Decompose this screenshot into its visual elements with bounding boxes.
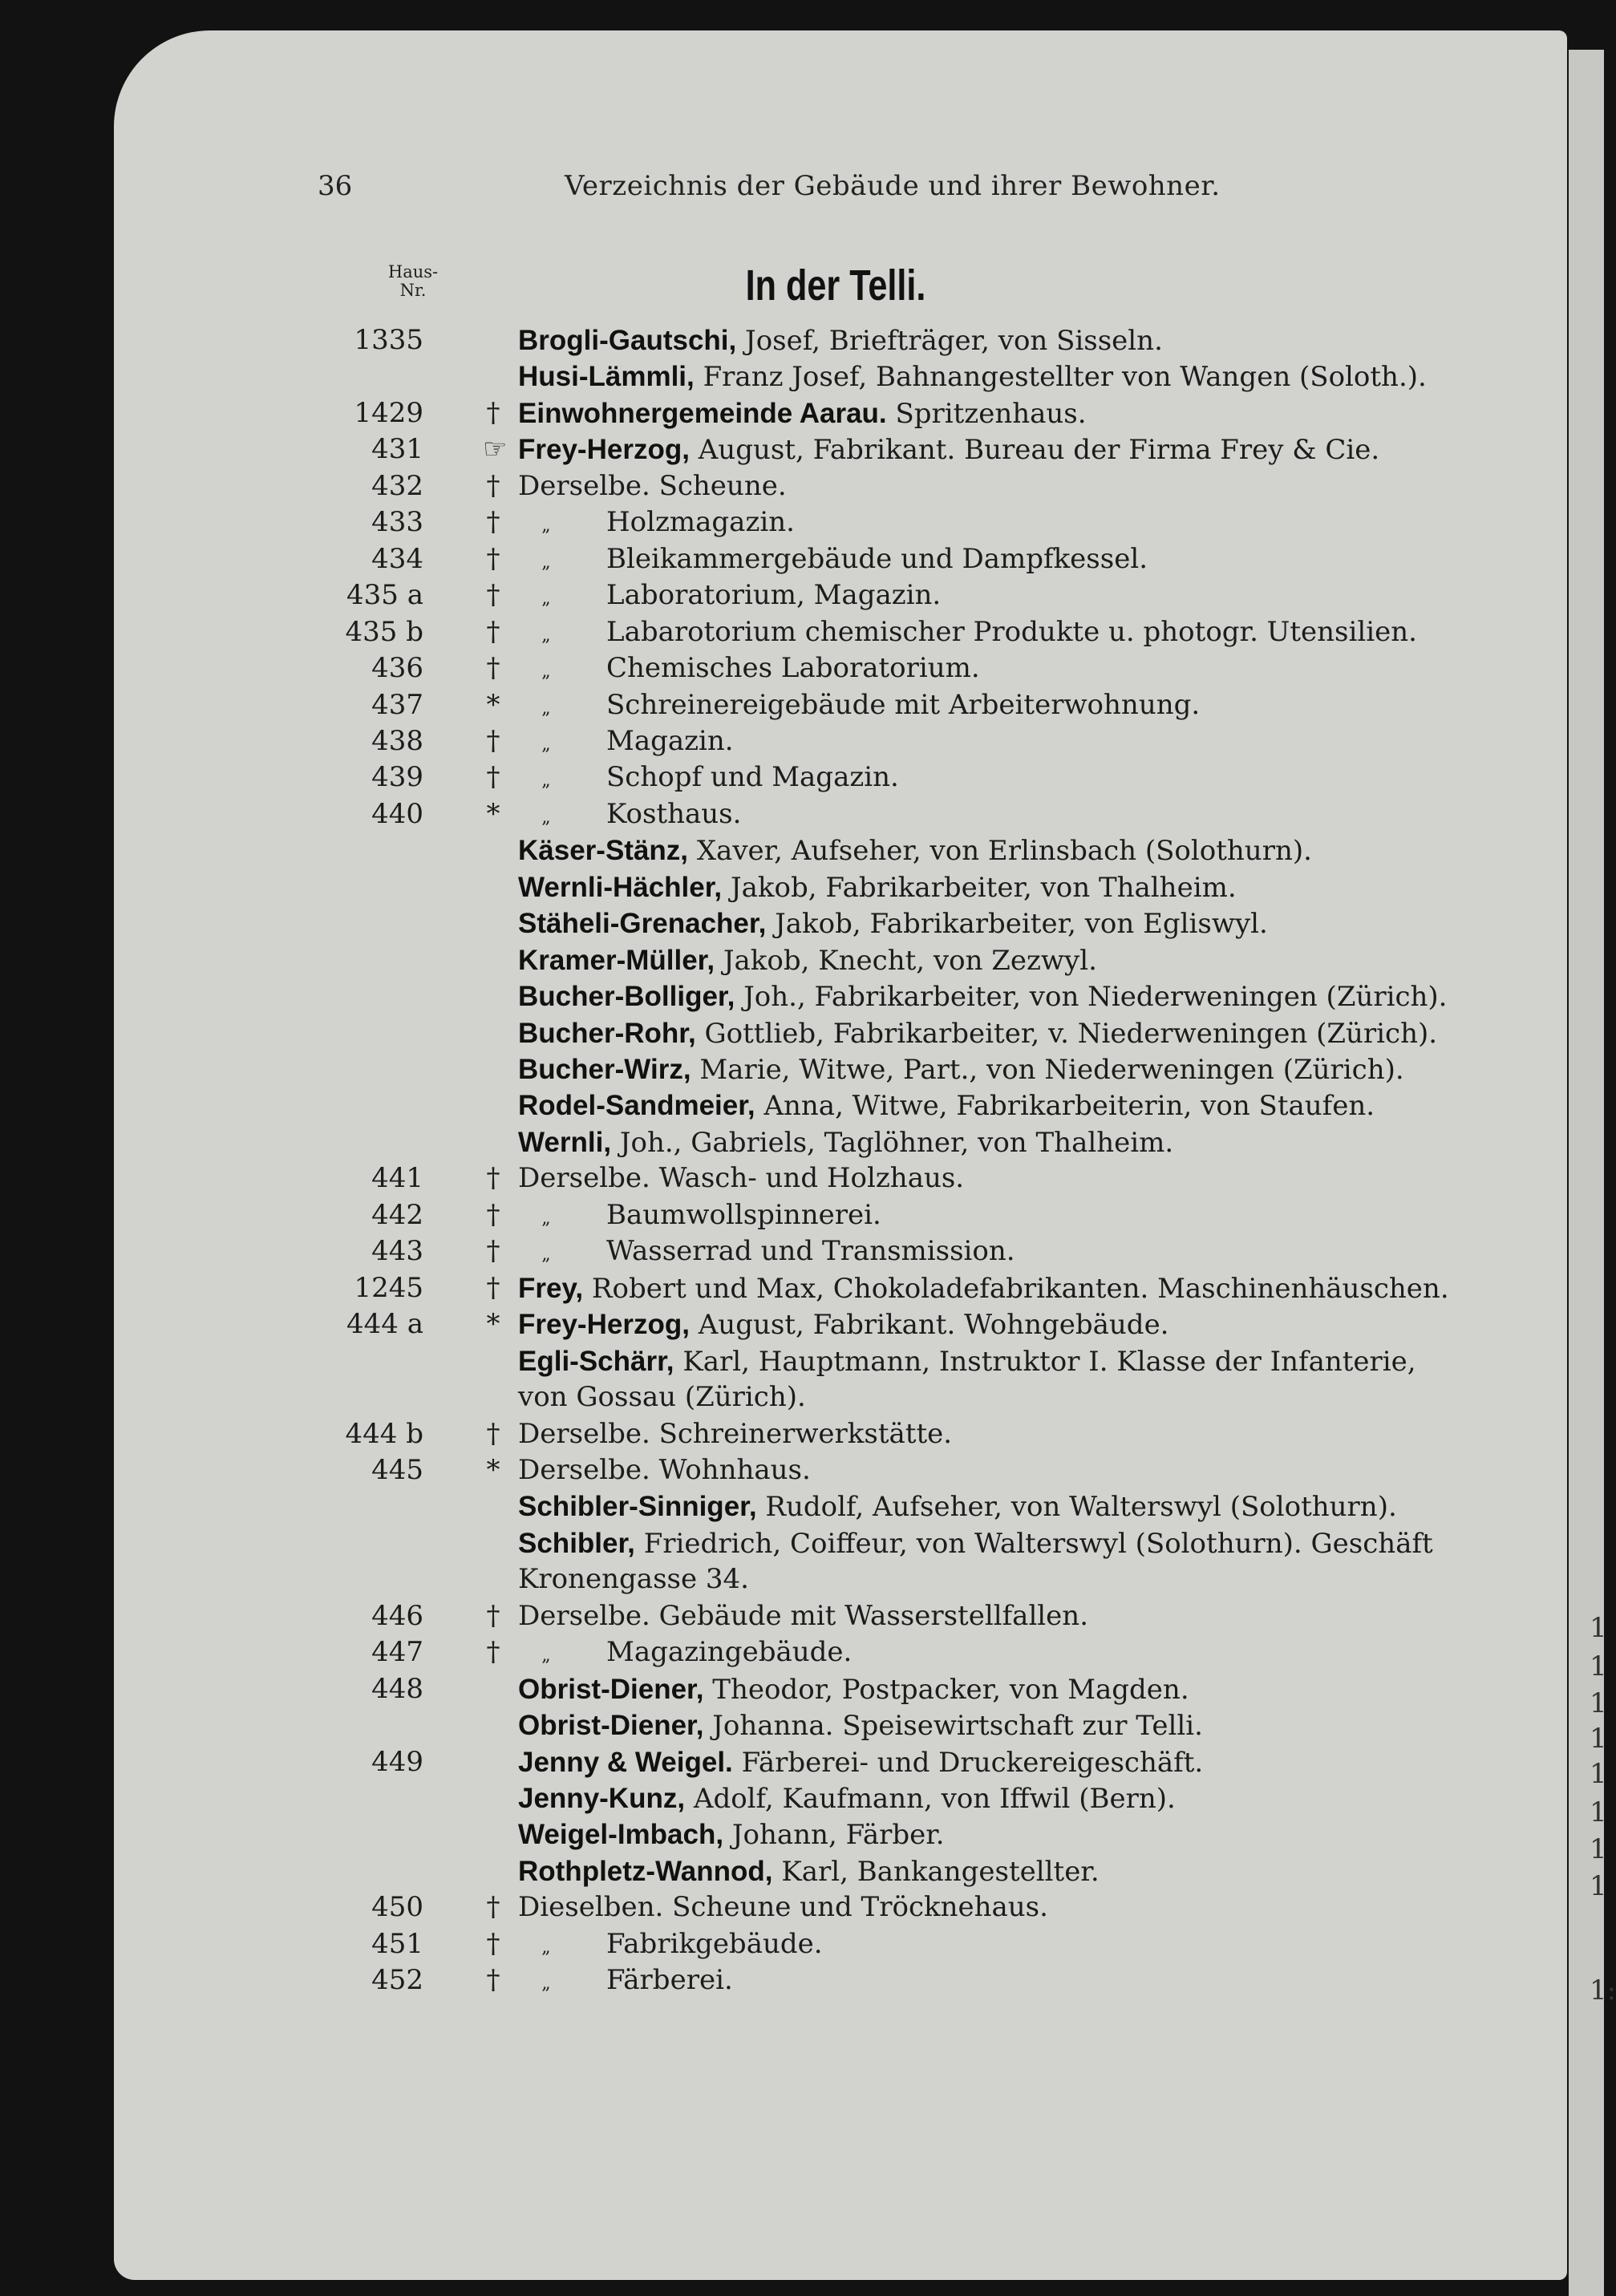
entry-text: Magazingebäude. [606,1636,853,1669]
directory-entry [0,541,1604,577]
house-number: 447 [371,1636,423,1669]
ditto-mark: „ [541,1245,551,1265]
entry-text: Laboratorium, Magazin. [606,579,942,612]
margin-digit: 1 [1590,1796,1607,1828]
entry-body [518,541,1490,581]
entry-text: Friedrich, Coiffeur, von Walterswyl (Solothurn). Geschäft [634,1527,1433,1560]
resident-name: Stäheli-Grenacher, [518,908,767,940]
directory-entry [0,1015,1604,1051]
entry-symbol: * [486,1308,500,1341]
entry-text: Karl, Bankangestellter. [772,1855,1100,1888]
entry-body [518,687,1490,727]
entry-text: Färberei- und Druckereigeschäft. [732,1746,1204,1779]
column-header-line: Nr. [399,281,427,300]
entry-body [518,832,1490,869]
entry-text: Franz Josef, Bahnangestellter von Wangen (Soloth.). [694,361,1427,394]
directory-entry [0,869,1604,905]
entry-body [518,1598,1490,1634]
entry-body [518,869,1490,906]
margin-digit: 1 [1590,1723,1607,1755]
entry-symbol: † [486,1599,500,1632]
ditto-mark: „ [541,698,551,719]
entry-text: Josef, Briefträger, von Sisseln. [736,325,1163,357]
ditto-mark: „ [541,734,551,755]
entry-body [518,504,1490,544]
resident-name: Wernli, [518,1126,612,1158]
entry-body [518,1853,1490,1890]
resident-name: Jenny-Kunz, [518,1783,686,1814]
resident-name: Husi-Lämmli, [518,361,695,393]
resident-name: Rothpletz-Wannod, [518,1855,773,1887]
directory-entry [0,395,1604,431]
entry-text: Derselbe. Gebäude mit Wasserstellfallen. [518,1599,1089,1632]
entry-body [518,1051,1490,1088]
directory-entry [0,1087,1604,1124]
directory-entry [0,1124,1604,1160]
directory-entry [0,1853,1604,1889]
resident-name: Bucher-Wirz, [518,1054,691,1085]
entry-body [518,577,1490,617]
house-number: 440 [371,797,423,830]
directory-entry [0,1416,1604,1452]
entry-body [518,1707,1490,1744]
resident-name: Rodel-Sandmeier, [518,1090,755,1122]
directory-entry [0,905,1604,941]
ditto-mark: „ [541,1208,551,1229]
entry-body [518,1233,1490,1273]
directory-entry [0,942,1604,978]
entry-body [518,1343,1490,1380]
house-number: 432 [371,469,423,502]
house-number: 435 a [346,579,423,612]
directory-entry [0,1525,1604,1561]
directory-entry [0,1160,1604,1197]
directory-entry [0,1671,1604,1707]
ditto-mark: „ [541,625,551,646]
entry-text: Schreinereigebäude mit Arbeiterwohnung. [606,688,1201,721]
entry-text: August, Fabrikant. Bureau der Firma Frey & Cie. [689,434,1380,467]
directory-entry [0,1634,1604,1670]
entry-body [518,322,1490,359]
resident-name: Schibler, [518,1527,635,1559]
entry-text: Magazin. [606,724,734,757]
entry-body [518,1087,1490,1124]
entry-symbol: † [486,1162,500,1195]
house-number: 443 [371,1235,423,1268]
directory-entry [0,687,1604,723]
house-number: 437 [371,688,423,721]
house-number: 1429 [354,396,423,429]
resident-name: Frey, [518,1272,584,1304]
resident-name: Weigel-Imbach, [518,1819,724,1851]
directory-entry [0,577,1604,613]
directory-entry [0,1926,1604,1962]
entry-body [518,1124,1490,1161]
directory-entry [0,1780,1604,1816]
entry-text: Karl, Hauptmann, Instruktor I. Klasse der Infanterie, [674,1345,1416,1378]
entry-symbol: † [486,469,500,502]
entry-body [518,1488,1490,1525]
directory-entry [0,1270,1604,1306]
entry-symbol: † [486,761,500,794]
pointing-hand-icon: ☞ [483,433,508,466]
entry-symbol: † [486,1271,500,1304]
entry-body [518,1379,1490,1415]
house-number: 446 [371,1599,423,1632]
entry-body [518,650,1490,690]
entry-text: Chemisches Laboratorium. [606,652,980,685]
entry-body [518,1452,1490,1488]
entry-text: Wasserrad und Transmission. [606,1235,1015,1268]
margin-digit: 1 [1590,1758,1607,1790]
house-number: 445 [371,1453,423,1486]
directory-entry [0,796,1604,832]
ditto-mark: „ [541,1974,551,1994]
entry-text: Fabrikgebäude. [606,1927,823,1960]
house-number: 444 b [345,1417,423,1450]
directory-entry [0,614,1604,650]
entry-text: Joh., Fabrikarbeiter, von Niederweningen (Zürich). [735,981,1448,1014]
house-number: 441 [371,1162,423,1195]
directory-entry [0,1306,1604,1342]
section-title: In der Telli. [745,261,926,310]
resident-name: Einwohnergemeinde Aarau. [518,397,887,429]
house-number: 435 b [345,615,423,648]
resident-name: Frey-Herzog, [518,434,690,466]
house-number: 442 [371,1198,423,1231]
entry-symbol: † [486,1417,500,1450]
entry-body [518,1525,1490,1562]
entry-text: Rudolf, Aufseher, von Walterswyl (Solothurn). [756,1491,1397,1524]
directory-entry [0,650,1604,686]
entry-body [518,723,1490,763]
ditto-mark: „ [541,589,551,609]
ditto-mark: „ [541,1937,551,1958]
directory-entry [0,832,1604,869]
entry-body [518,1160,1490,1197]
house-number: 433 [371,506,423,539]
entry-text: Xaver, Aufseher, von Erlinsbach (Solothurn). [688,835,1312,868]
entry-text: Färberei. [606,1964,733,1997]
entry-text: Derselbe. Schreinerwerkstätte. [518,1417,953,1450]
entry-symbol: † [486,615,500,648]
house-number: 439 [371,761,423,794]
ditto-mark: „ [541,552,551,573]
entry-body [518,1671,1490,1708]
entry-symbol: † [486,542,500,575]
entry-symbol: † [486,1198,500,1231]
entry-body [518,1015,1490,1052]
house-number: 444 a [346,1308,423,1341]
directory-entry [0,1379,1604,1415]
entry-text: Derselbe. Wasch- und Holzhaus. [518,1162,965,1195]
entry-text: Jakob, Fabrikarbeiter, von Egliswyl. [766,908,1268,941]
entry-symbol: † [486,506,500,539]
house-number: 438 [371,724,423,757]
entry-body [518,759,1490,799]
entry-text: Anna, Witwe, Fabrikarbeiterin, von Staufen. [755,1090,1375,1123]
ditto-mark: „ [541,516,551,537]
house-number: 449 [371,1745,423,1778]
resident-name: Brogli-Gautschi, [518,325,737,356]
resident-name: Obrist-Diener, [518,1673,704,1705]
entry-body [518,942,1490,979]
directory-entry [0,1744,1604,1780]
directory-entry [0,1233,1604,1269]
ditto-mark: „ [541,807,551,828]
resident-name: Wernli-Hächler, [518,871,723,903]
entry-body [518,358,1490,395]
entry-symbol: * [486,1453,500,1486]
resident-name: Schibler-Sinniger, [518,1491,757,1523]
entry-body [518,1416,1490,1452]
directory-entry [0,1197,1604,1233]
entry-body [518,1926,1490,1966]
house-number: 1245 [354,1271,423,1304]
entry-body [518,1197,1490,1237]
directory-entry [0,1962,1604,1998]
margin-digit: 1 [1590,1870,1607,1902]
directory-entry [0,358,1604,395]
directory-entry [0,322,1604,358]
entry-text: Theodor, Postpacker, von Magden. [703,1673,1189,1706]
entry-body [518,1561,1490,1597]
resident-name: Kramer-Müller, [518,944,715,976]
resident-name: Bucher-Rohr, [518,1017,696,1049]
house-number: 431 [371,433,423,466]
resident-name: Käser-Stänz, [518,835,689,867]
directory-entry [0,1816,1604,1853]
entry-text: Johann, Färber. [723,1819,945,1852]
entry-text: Labarotorium chemischer Produkte u. photogr. Utensilien. [606,615,1417,648]
entry-text: Kosthaus. [606,797,742,830]
entry-body [518,1962,1490,2002]
directory-entry [0,468,1604,504]
entry-symbol: † [486,396,500,429]
entry-text: Schopf und Magazin. [606,761,899,794]
entry-body [518,796,1490,836]
directory-entry [0,1452,1604,1488]
margin-digit: 1 [1590,1612,1607,1644]
house-number: 451 [371,1927,423,1960]
entry-body [518,614,1490,654]
entry-body [518,395,1490,432]
entry-body [518,1270,1490,1307]
house-number: 434 [371,542,423,575]
entry-symbol: † [486,1636,500,1669]
entry-symbol: † [486,1891,500,1924]
directory-entry [0,1561,1604,1597]
entry-text: Gottlieb, Fabrikarbeiter, v. Niederweningen (Zürich). [695,1017,1438,1050]
ditto-mark: „ [541,1646,551,1666]
entry-text: Adolf, Kaufmann, von Iffwil (Bern). [685,1783,1176,1815]
page-number: 36 [318,170,353,202]
entry-text: Kronengasse 34. [518,1563,749,1596]
entry-symbol: † [486,579,500,612]
margin-digit: 1 [1590,1687,1607,1719]
directory-entry [0,1488,1604,1525]
entry-body [518,1306,1490,1343]
house-number: 448 [371,1672,423,1705]
entry-symbol: † [486,724,500,757]
entry-text: Spritzenhaus. [886,397,1087,430]
resident-name: Bucher-Bolliger, [518,981,735,1013]
entry-text: Dieselben. Scheune und Tröcknehaus. [518,1891,1048,1924]
house-number: 436 [371,652,423,685]
ditto-mark: „ [541,771,551,792]
entry-text: von Gossau (Zürich). [518,1381,806,1414]
entry-body [518,468,1490,504]
directory-entry [0,1889,1604,1925]
entry-symbol: † [486,1964,500,1997]
entry-body [518,1634,1490,1674]
entry-body [518,431,1490,468]
house-number: 452 [371,1964,423,1997]
ditto-mark: „ [541,662,551,682]
margin-digit: 1: [1590,1974,1616,2006]
entry-text: Jakob, Knecht, von Zezwyl. [715,944,1097,977]
entry-body [518,905,1490,942]
directory-entry [0,431,1604,468]
resident-name: Obrist-Diener, [518,1710,704,1742]
entry-body [518,1889,1490,1925]
directory-entry [0,978,1604,1014]
entry-text: Bleikammergebäude und Dampfkessel. [606,542,1148,575]
running-header [0,170,1604,210]
entry-text: Derselbe. Scheune. [518,469,787,502]
entry-text: Robert und Max, Chokoladefabrikanten. Maschinenhäuschen. [583,1272,1449,1305]
entry-text: Jakob, Fabrikarbeiter, von Thalheim. [722,871,1237,904]
margin-digit: 1 [1590,1833,1607,1865]
directory-entry [0,1051,1604,1087]
entry-body [518,1816,1490,1853]
entry-text: August, Fabrikant. Wohngebäude. [689,1309,1169,1342]
house-number: 1335 [354,324,423,356]
entry-body [518,1780,1490,1817]
entry-symbol: * [486,688,500,721]
column-header-line: Haus- [387,262,439,281]
directory-entry [0,1343,1604,1379]
margin-digit: 1 [1590,1650,1607,1683]
directory-entry [0,1707,1604,1743]
directory-entry [0,723,1604,759]
directory-entry [0,1598,1604,1634]
entry-text: Marie, Witwe, Part., von Niederweningen (Zürich). [691,1054,1404,1086]
entry-text: Johanna. Speisewirtschaft zur Telli. [703,1710,1203,1743]
entry-body [518,978,1490,1015]
resident-name: Jenny & Weigel. [518,1746,733,1778]
house-number: 450 [371,1891,423,1924]
entry-symbol: † [486,1927,500,1960]
entry-text: Holzmagazin. [606,506,795,539]
resident-name: Egli-Schärr, [518,1345,674,1377]
entry-text: Baumwollspinnerei. [606,1198,881,1231]
entry-text: Joh., Gabriels, Taglöhner, von Thalheim. [611,1126,1174,1159]
resident-name: Frey-Herzog, [518,1309,690,1341]
entry-symbol: † [486,652,500,685]
directory-entry [0,759,1604,796]
entry-symbol: † [486,1235,500,1268]
directory-entry [0,504,1604,541]
entry-body [518,1744,1490,1781]
entry-symbol: * [486,797,500,830]
entry-text: Derselbe. Wohnhaus. [518,1453,811,1486]
running-title: Verzeichnis der Gebäude und ihrer Bewohner. [565,170,1221,202]
